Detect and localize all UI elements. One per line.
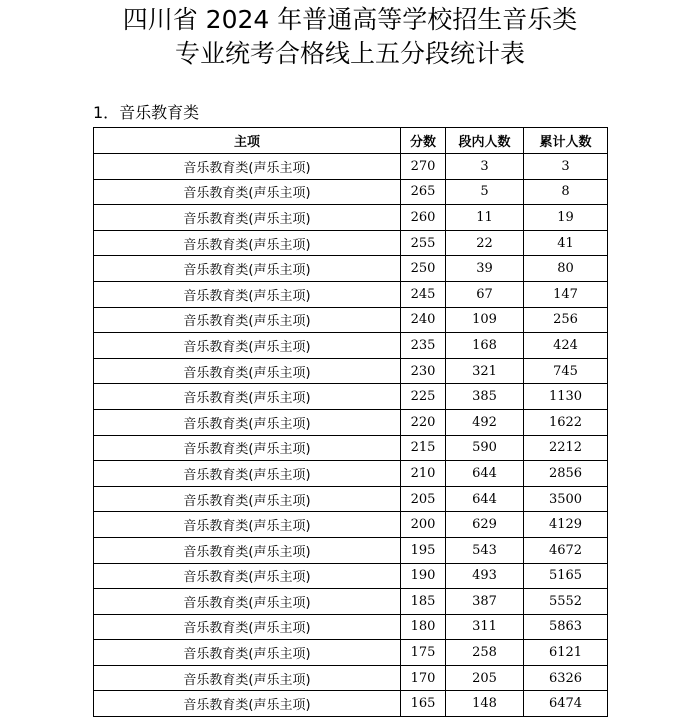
header-segment-count: 段内人数 [446,128,524,154]
cell-score: 255 [401,230,446,256]
cell-major: 音乐教育类(声乐主项) [94,537,401,563]
cell-cumulative-count: 3 [524,154,608,180]
cell-segment-count: 205 [446,665,524,691]
cell-segment-count: 644 [446,486,524,512]
cell-segment-count: 629 [446,512,524,538]
table-row [94,563,608,589]
cell-major: 音乐教育类(声乐主项) [94,640,401,666]
cell-score: 215 [401,435,446,461]
cell-cumulative-count: 6121 [524,640,608,666]
table-body [94,154,608,717]
cell-major: 音乐教育类(声乐主项) [94,409,401,435]
cell-segment-count: 493 [446,563,524,589]
cell-cumulative-count: 2856 [524,461,608,487]
cell-segment-count: 492 [446,409,524,435]
cell-cumulative-count: 2212 [524,435,608,461]
table-row [94,665,608,691]
table-row [94,409,608,435]
cell-segment-count: 311 [446,614,524,640]
cell-major: 音乐教育类(声乐主项) [94,333,401,359]
cell-major: 音乐教育类(声乐主项) [94,358,401,384]
cell-score: 195 [401,537,446,563]
document-title-line-1: 四川省 2024 年普通高等学校招生音乐类 [122,5,578,34]
cell-major: 音乐教育类(声乐主项) [94,307,401,333]
cell-segment-count: 3 [446,154,524,180]
cell-cumulative-count: 19 [524,205,608,231]
cell-score: 250 [401,256,446,282]
cell-major: 音乐教育类(声乐主项) [94,665,401,691]
cell-major: 音乐教育类(声乐主项) [94,230,401,256]
cell-cumulative-count: 3500 [524,486,608,512]
cell-cumulative-count: 6474 [524,691,608,717]
table-header-row [94,128,608,154]
cell-segment-count: 109 [446,307,524,333]
cell-score: 260 [401,205,446,231]
cell-score: 190 [401,563,446,589]
cell-score: 205 [401,486,446,512]
cell-cumulative-count: 256 [524,307,608,333]
cell-segment-count: 39 [446,256,524,282]
cell-score: 265 [401,179,446,205]
table-row [94,537,608,563]
table-row [94,589,608,615]
cell-score: 180 [401,614,446,640]
cell-major: 音乐教育类(声乐主项) [94,384,401,410]
cell-segment-count: 258 [446,640,524,666]
header-score: 分数 [401,128,446,154]
cell-score: 175 [401,640,446,666]
cell-cumulative-count: 1622 [524,409,608,435]
table-row [94,461,608,487]
cell-major: 音乐教育类(声乐主项) [94,589,401,615]
cell-score: 270 [401,154,446,180]
cell-major: 音乐教育类(声乐主项) [94,281,401,307]
cell-segment-count: 590 [446,435,524,461]
cell-score: 230 [401,358,446,384]
cell-cumulative-count: 745 [524,358,608,384]
cell-cumulative-count: 41 [524,230,608,256]
cell-score: 200 [401,512,446,538]
cell-score: 210 [401,461,446,487]
table-row [94,333,608,359]
cell-segment-count: 168 [446,333,524,359]
cell-cumulative-count: 147 [524,281,608,307]
cell-major: 音乐教育类(声乐主项) [94,205,401,231]
table-row [94,256,608,282]
cell-score: 235 [401,333,446,359]
cell-score: 185 [401,589,446,615]
cell-major: 音乐教育类(声乐主项) [94,256,401,282]
cell-segment-count: 321 [446,358,524,384]
table-row [94,307,608,333]
table-row [94,358,608,384]
cell-score: 240 [401,307,446,333]
cell-cumulative-count: 8 [524,179,608,205]
cell-major: 音乐教育类(声乐主项) [94,614,401,640]
table-row [94,486,608,512]
cell-segment-count: 644 [446,461,524,487]
header-major: 主项 [94,128,401,154]
cell-major: 音乐教育类(声乐主项) [94,461,401,487]
cell-cumulative-count: 5165 [524,563,608,589]
cell-score: 220 [401,409,446,435]
cell-score: 170 [401,665,446,691]
cell-cumulative-count: 424 [524,333,608,359]
cell-major: 音乐教育类(声乐主项) [94,179,401,205]
cell-major: 音乐教育类(声乐主项) [94,691,401,717]
table-row [94,154,608,180]
cell-major: 音乐教育类(声乐主项) [94,154,401,180]
table-row [94,384,608,410]
cell-cumulative-count: 6326 [524,665,608,691]
cell-major: 音乐教育类(声乐主项) [94,486,401,512]
cell-segment-count: 11 [446,205,524,231]
table-row [94,691,608,717]
cell-segment-count: 22 [446,230,524,256]
table-row [94,512,608,538]
cell-segment-count: 67 [446,281,524,307]
cell-score: 165 [401,691,446,717]
header-cumulative-count: 累计人数 [524,128,608,154]
cell-score: 225 [401,384,446,410]
cell-score: 245 [401,281,446,307]
cell-cumulative-count: 5863 [524,614,608,640]
cell-cumulative-count: 4672 [524,537,608,563]
cell-cumulative-count: 4129 [524,512,608,538]
cell-cumulative-count: 1130 [524,384,608,410]
cell-cumulative-count: 80 [524,256,608,282]
cell-major: 音乐教育类(声乐主项) [94,512,401,538]
cell-segment-count: 543 [446,537,524,563]
table-row [94,614,608,640]
cell-segment-count: 387 [446,589,524,615]
cell-segment-count: 385 [446,384,524,410]
table-row [94,281,608,307]
score-statistics-table [93,127,608,717]
cell-cumulative-count: 5552 [524,589,608,615]
table-row [94,230,608,256]
table-row [94,435,608,461]
cell-major: 音乐教育类(声乐主项) [94,563,401,589]
cell-major: 音乐教育类(声乐主项) [94,435,401,461]
cell-segment-count: 5 [446,179,524,205]
table-row [94,640,608,666]
table-row [94,205,608,231]
cell-segment-count: 148 [446,691,524,717]
table-row [94,179,608,205]
document-title-line-2: 专业统考合格线上五分段统计表 [174,39,525,68]
section-heading: 1．音乐教育类 [93,103,200,122]
